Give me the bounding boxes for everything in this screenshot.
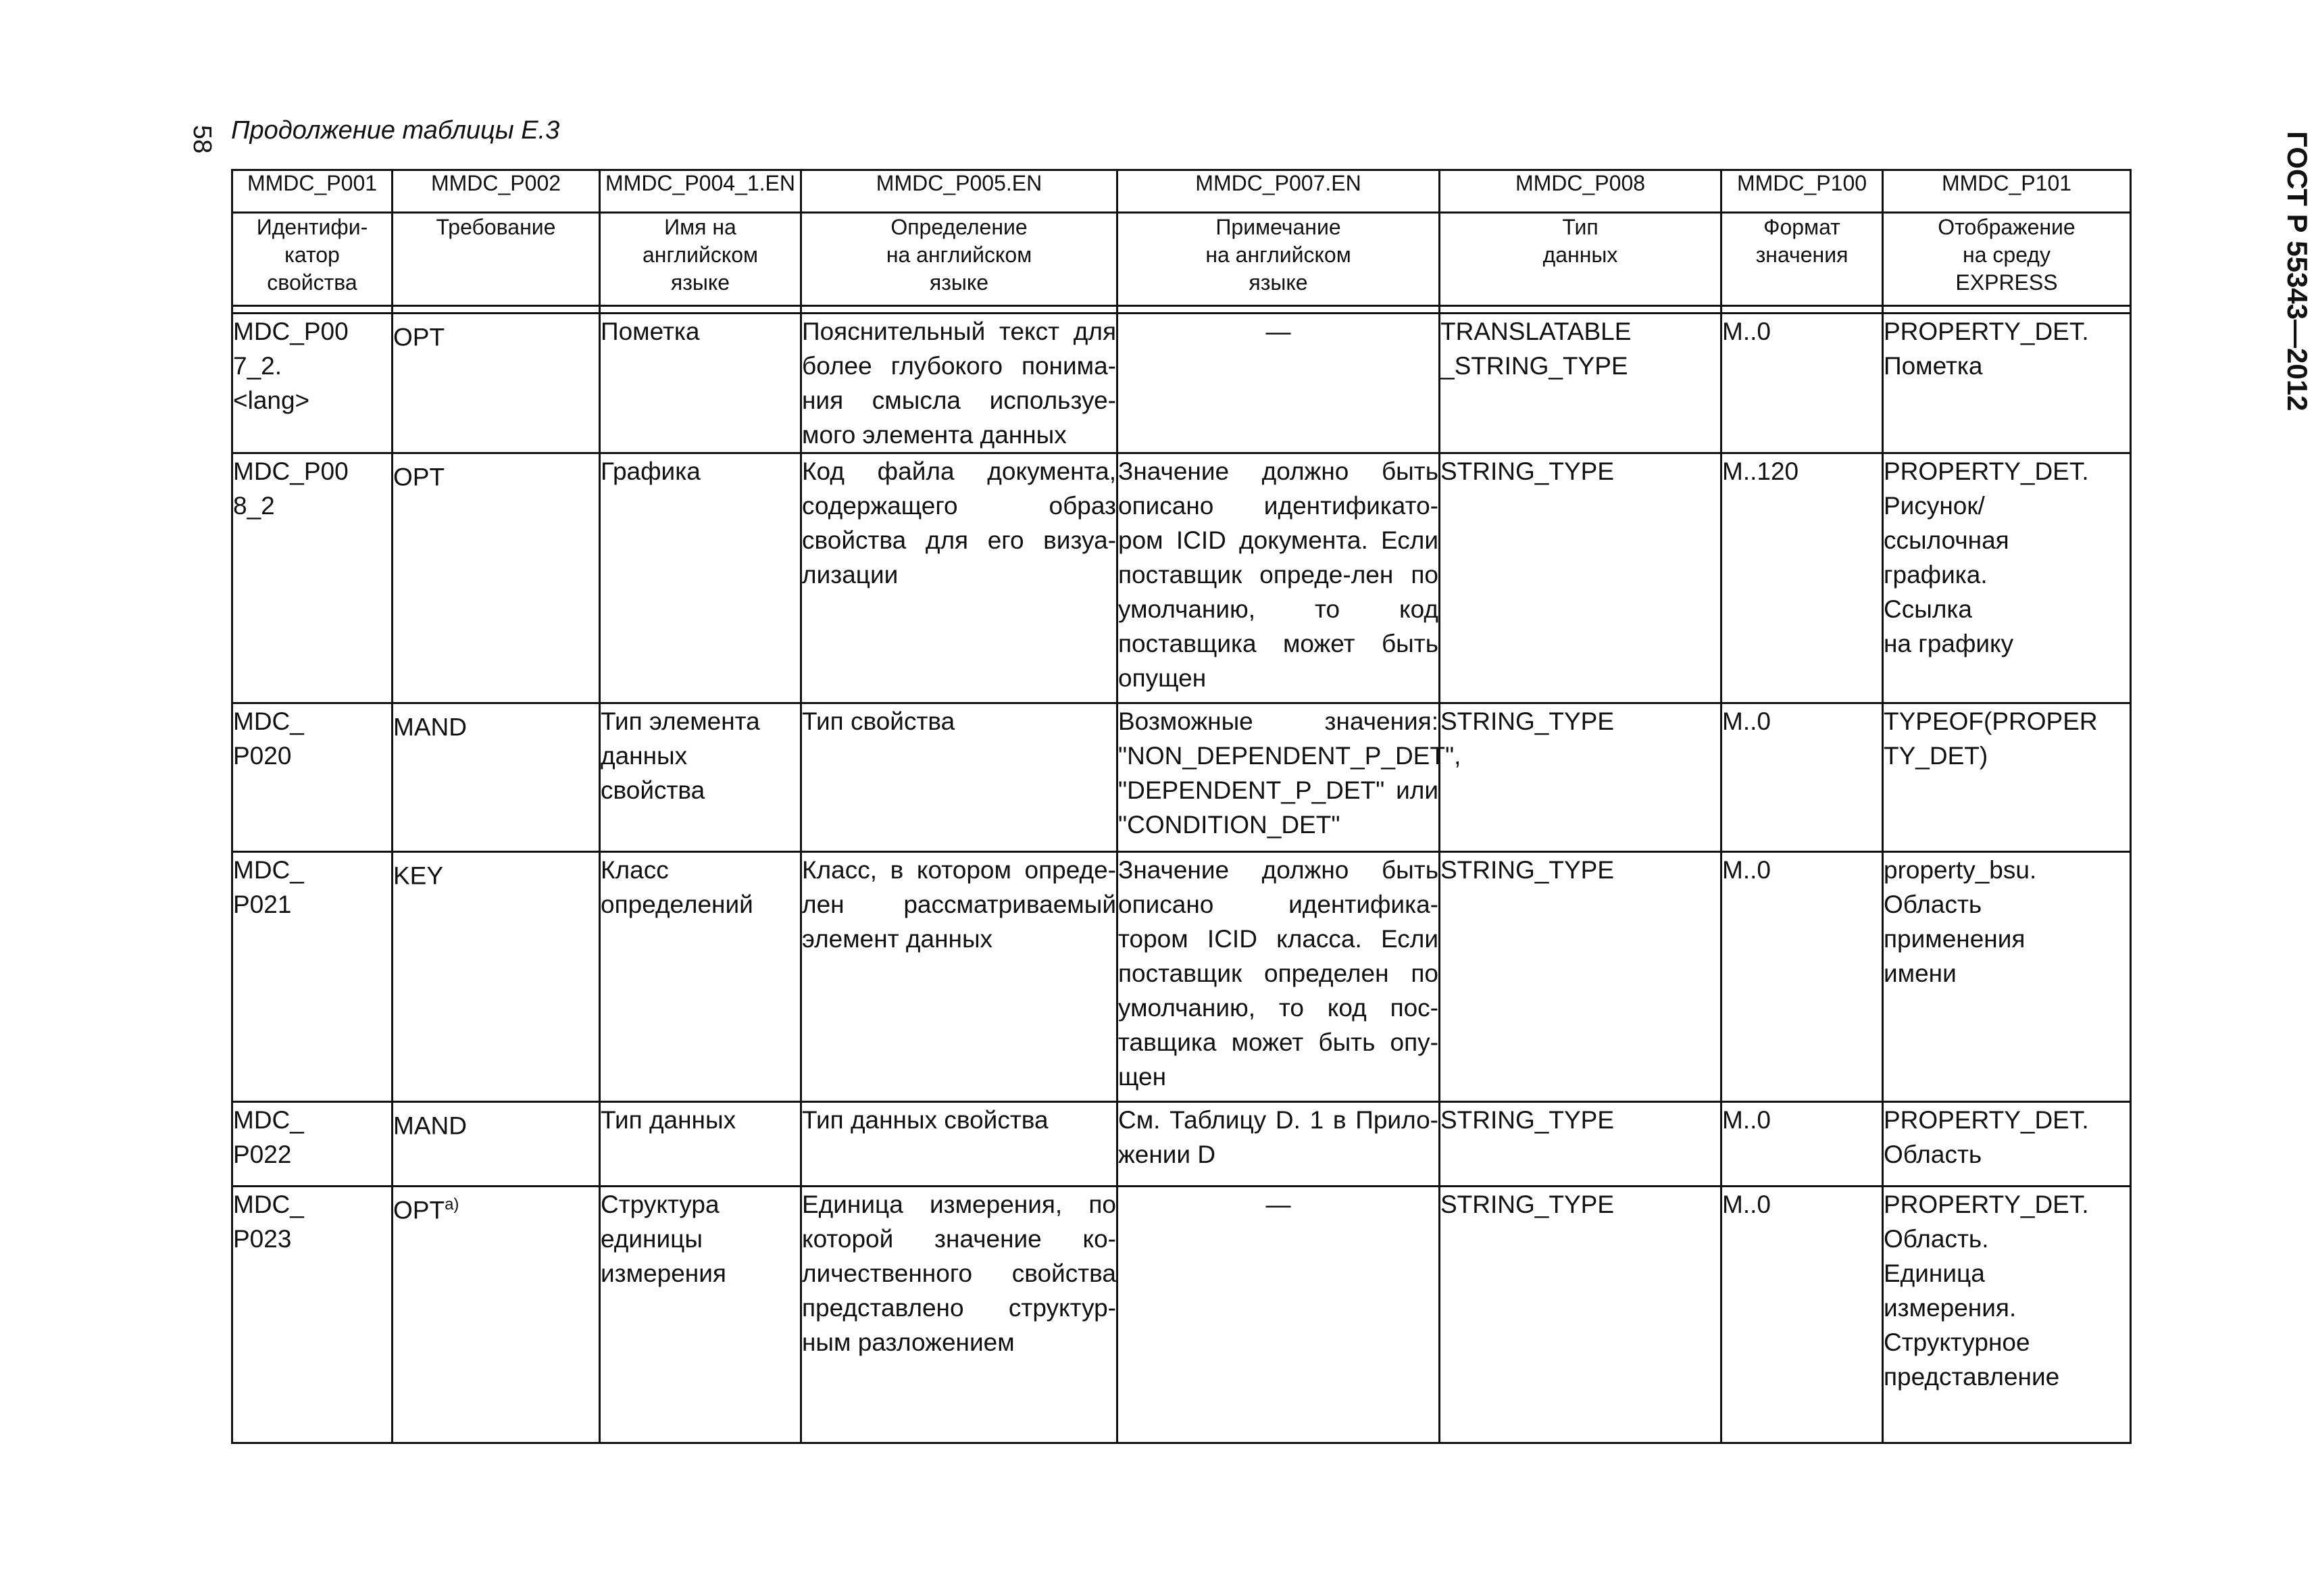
table-row	[232, 703, 2131, 852]
column-header: Имя на английском языке	[600, 213, 801, 306]
cell-format: M..0	[1721, 852, 1883, 1102]
cell-note: —	[1117, 1187, 1440, 1443]
column-header: Идентифи- катор свойства	[232, 213, 393, 306]
cell-express: PROPERTY_DET. Область	[1883, 1102, 2131, 1187]
column-header: Определение на английском языке	[801, 213, 1117, 306]
cell-note: Возможные значения: "NON_DEPENDENT_P_DET", "DEPENDENT_P_DET" или "CONDITION_DET"	[1117, 703, 1440, 852]
column-code: MMDC_P100	[1721, 170, 1883, 213]
cell-requirement: OPT	[393, 453, 600, 703]
cell-requirement: OPT	[393, 314, 600, 453]
cell-data-type: STRING_TYPE	[1440, 453, 1721, 703]
cell-name: Пометка	[600, 314, 801, 453]
cell-format: M..0	[1721, 1102, 1883, 1187]
column-header: Формат значения	[1721, 213, 1883, 306]
table-row	[232, 1187, 2131, 1443]
cell-definition: Код файла документа, содержащего образ свойства для его визуа-лизации	[801, 453, 1117, 703]
code-row	[232, 170, 2131, 213]
column-code: MMDC_P007.EN	[1117, 170, 1440, 213]
cell-format: M..0	[1721, 703, 1883, 852]
cell-name: Структура единицы измерения	[600, 1187, 801, 1443]
cell-express: PROPERTY_DET. Область. Единица измерения. Структурное представление	[1883, 1187, 2131, 1443]
column-code: MMDC_P005.EN	[801, 170, 1117, 213]
cell-requirement: $OPT^{а)}$	[393, 1187, 600, 1443]
cell-data-type: STRING_TYPE	[1440, 703, 1721, 852]
column-code: MMDC_P004_1.EN	[600, 170, 801, 213]
table-row	[232, 1102, 2131, 1187]
cell-requirement: MAND	[393, 703, 600, 852]
cell-id: MDC_ P021	[232, 852, 393, 1102]
header-row	[232, 213, 2131, 306]
column-header: Тип данных	[1440, 213, 1721, 306]
cell-format: M..0	[1721, 1187, 1883, 1443]
cell-express: property_bsu. Область применения имени	[1883, 852, 2131, 1102]
cell-requirement: KEY	[393, 852, 600, 1102]
cell-format: M..120	[1721, 453, 1883, 703]
column-code: MMDC_P008	[1440, 170, 1721, 213]
cell-data-type: TRANSLATABLE _STRING_TYPE	[1440, 314, 1721, 453]
cell-name: Класс определений	[600, 852, 801, 1102]
cell-requirement: MAND	[393, 1102, 600, 1187]
properties-table	[231, 169, 2132, 1444]
table-row	[232, 314, 2131, 453]
cell-data-type: STRING_TYPE	[1440, 1102, 1721, 1187]
column-header: Отображение на среду EXPRESS	[1883, 213, 2131, 306]
cell-id: MDC_ P023	[232, 1187, 393, 1443]
cell-definition: Единица измерения, по которой значение ко-личественного свойства представлено структур-ным разложением	[801, 1187, 1117, 1443]
cell-note: Значение должно быть описано идентификато-ром ICID документа. Если поставщик опреде-лен по умолчанию, то код поставщика может быть опущен	[1117, 453, 1440, 703]
cell-definition: Класс, в котором опреде-лен рассматриваемый элемент данных	[801, 852, 1117, 1102]
table-row	[232, 852, 2131, 1102]
cell-id: MDC_P00 8_2	[232, 453, 393, 703]
column-header: Примечание на английском языке	[1117, 213, 1440, 306]
cell-id: MDC_ P022	[232, 1102, 393, 1187]
cell-note: См. Таблицу D. 1 в Прило-жении D	[1117, 1102, 1440, 1187]
page-number: 58	[188, 125, 216, 154]
cell-name: Тип данных	[600, 1102, 801, 1187]
cell-definition: Тип данных свойства	[801, 1102, 1117, 1187]
cell-note: Значение должно быть описано идентифика-тором ICID класса. Если поставщик определен по умолчанию, то код пос-тавщика может быть опу-щен	[1117, 852, 1440, 1102]
header-separator	[232, 306, 2131, 314]
table-row	[232, 453, 2131, 703]
table-caption: Продолжение таблицы E.3	[231, 116, 560, 145]
cell-id: MDC_P00 7_2. <lang>	[232, 314, 393, 453]
column-header: Требование	[393, 213, 600, 306]
cell-id: MDC_ P020	[232, 703, 393, 852]
cell-express: PROPERTY_DET. Пометка	[1883, 314, 2131, 453]
standard-code: ГОСТ Р 55343—2012	[2282, 131, 2313, 412]
cell-express: TYPEOF(PROPER TY_DET)	[1883, 703, 2131, 852]
cell-definition: Пояснительный текст для более глубокого понима-ния смысла используе-мого элемента данных	[801, 314, 1117, 453]
column-code: MMDC_P002	[393, 170, 600, 213]
cell-data-type: STRING_TYPE	[1440, 852, 1721, 1102]
column-code: MMDC_P001	[232, 170, 393, 213]
cell-data-type: STRING_TYPE	[1440, 1187, 1721, 1443]
cell-express: PROPERTY_DET. Рисунок/ ссылочная графика. Ссылка на графику	[1883, 453, 2131, 703]
cell-format: M..0	[1721, 314, 1883, 453]
cell-name: Графика	[600, 453, 801, 703]
column-code: MMDC_P101	[1883, 170, 2131, 213]
cell-name: Тип элемента данных свойства	[600, 703, 801, 852]
cell-note: —	[1117, 314, 1440, 453]
cell-definition: Тип свойства	[801, 703, 1117, 852]
